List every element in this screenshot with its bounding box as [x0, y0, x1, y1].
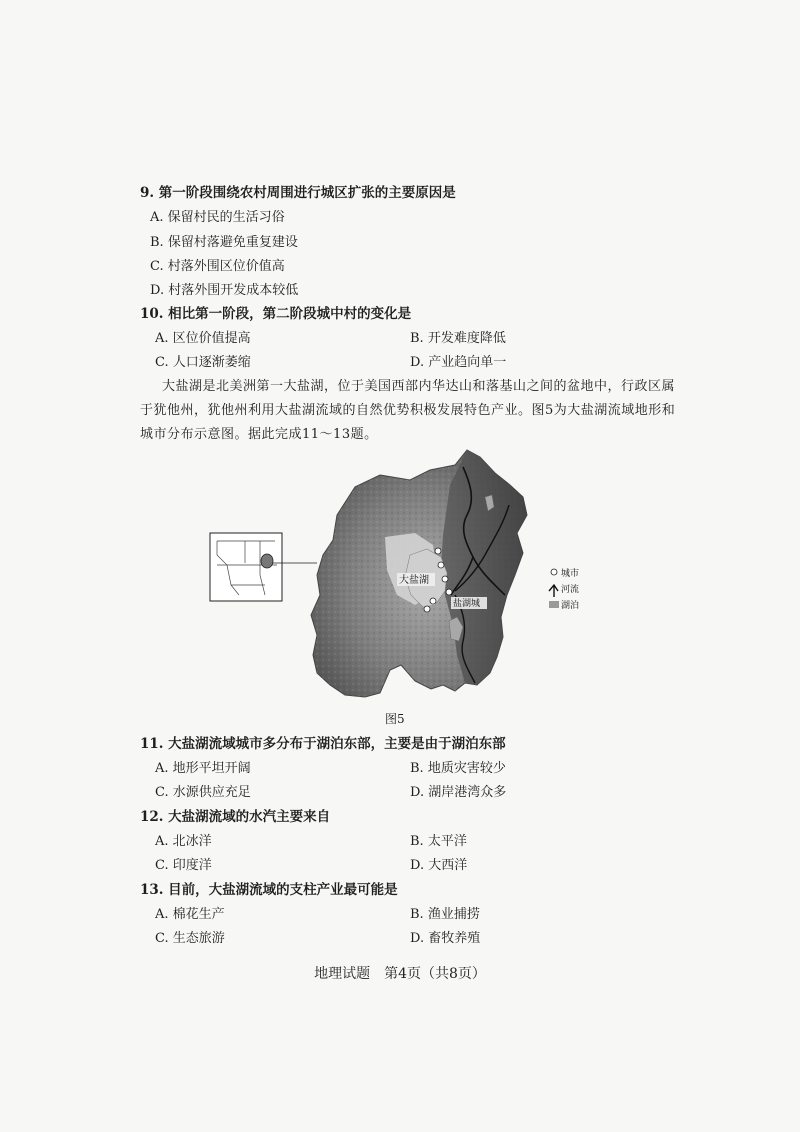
question-10-option-d: D. 产业趋向单一: [410, 355, 507, 370]
question-10-stem: 10. 相比第一阶段，第二阶段城中村的变化是: [140, 306, 412, 322]
passage-line-2: 于犹他州，犹他州利用大盐湖流域的自然优势积极发展特色产业。图5为大盐湖流域地形和: [140, 403, 676, 418]
question-13-stem: 13. 目前，大盐湖流域的支柱产业最可能是: [140, 882, 398, 898]
question-9-option-d: D. 村落外围开发成本较低: [150, 283, 299, 298]
legend-lake-icon: [549, 601, 559, 608]
great-salt-lake-basin-map: [205, 445, 605, 705]
question-9-option-c: C. 村落外围区位价值高: [150, 259, 285, 274]
question-13-option-b: B. 渔业捕捞: [410, 907, 480, 922]
question-12-option-d: D. 大西洋: [410, 858, 468, 873]
city-label: 盐湖城: [453, 599, 481, 609]
legend-city-icon: [551, 569, 557, 575]
question-9-option-a: A. 保留村民的生活习俗: [150, 210, 285, 225]
page-footer: 地理试题 第4页（共8页）: [314, 966, 486, 982]
question-10-option-c: C. 人口逐渐萎缩: [155, 355, 251, 370]
map-legend: [549, 567, 579, 611]
question-11-option-b: B. 地质灾害较少: [410, 761, 506, 776]
question-10-option-b: B. 开发难度降低: [410, 331, 506, 346]
question-11-stem: 11. 大盐湖流域城市多分布于湖泊东部，主要是由于湖泊东部: [140, 736, 506, 752]
city-marker: [446, 589, 452, 595]
passage-line-1: 大盐湖是北美洲第一大盐湖，位于美国西部内华达山和落基山之间的盆地中，行政区属: [162, 379, 676, 394]
city-marker: [435, 548, 441, 554]
question-9-stem: 9. 第一阶段围绕农村周围进行城区扩张的主要原因是: [140, 185, 456, 201]
city-marker: [438, 562, 444, 568]
legend-river-icon: [549, 585, 558, 597]
question-9-option-b: B. 保留村落避免重复建设: [150, 235, 298, 250]
legend-river-label: 河流: [561, 585, 580, 595]
figure-caption: 图5: [385, 712, 405, 726]
question-11-option-a: A. 地形平坦开阔: [155, 761, 251, 776]
locator-inset: [210, 533, 317, 601]
question-12-stem: 12. 大盐湖流域的水汽主要来自: [140, 809, 331, 825]
question-12-option-a: A. 北冰洋: [155, 834, 212, 849]
city-marker: [442, 576, 448, 582]
lake-label: 大盐湖: [399, 575, 429, 586]
question-13-option-c: C. 生态旅游: [155, 931, 225, 946]
legend-city-label: 城市: [561, 569, 580, 579]
legend-lake-label: 湖泊: [561, 601, 580, 611]
city-marker: [424, 606, 430, 612]
passage-line-3: 城市分布示意图。据此完成11～13题。: [140, 427, 378, 442]
question-12-option-b: B. 太平洋: [410, 834, 467, 849]
question-13-option-d: D. 畜牧养殖: [410, 931, 481, 946]
question-11-option-c: C. 水源供应充足: [155, 785, 251, 800]
question-10-option-a: A. 区位价值提高: [155, 331, 251, 346]
city-marker: [430, 598, 436, 604]
question-13-option-a: A. 棉花生产: [155, 907, 225, 922]
question-12-option-c: C. 印度洋: [155, 858, 212, 873]
question-11-option-d: D. 湖岸港湾众多: [410, 785, 507, 800]
